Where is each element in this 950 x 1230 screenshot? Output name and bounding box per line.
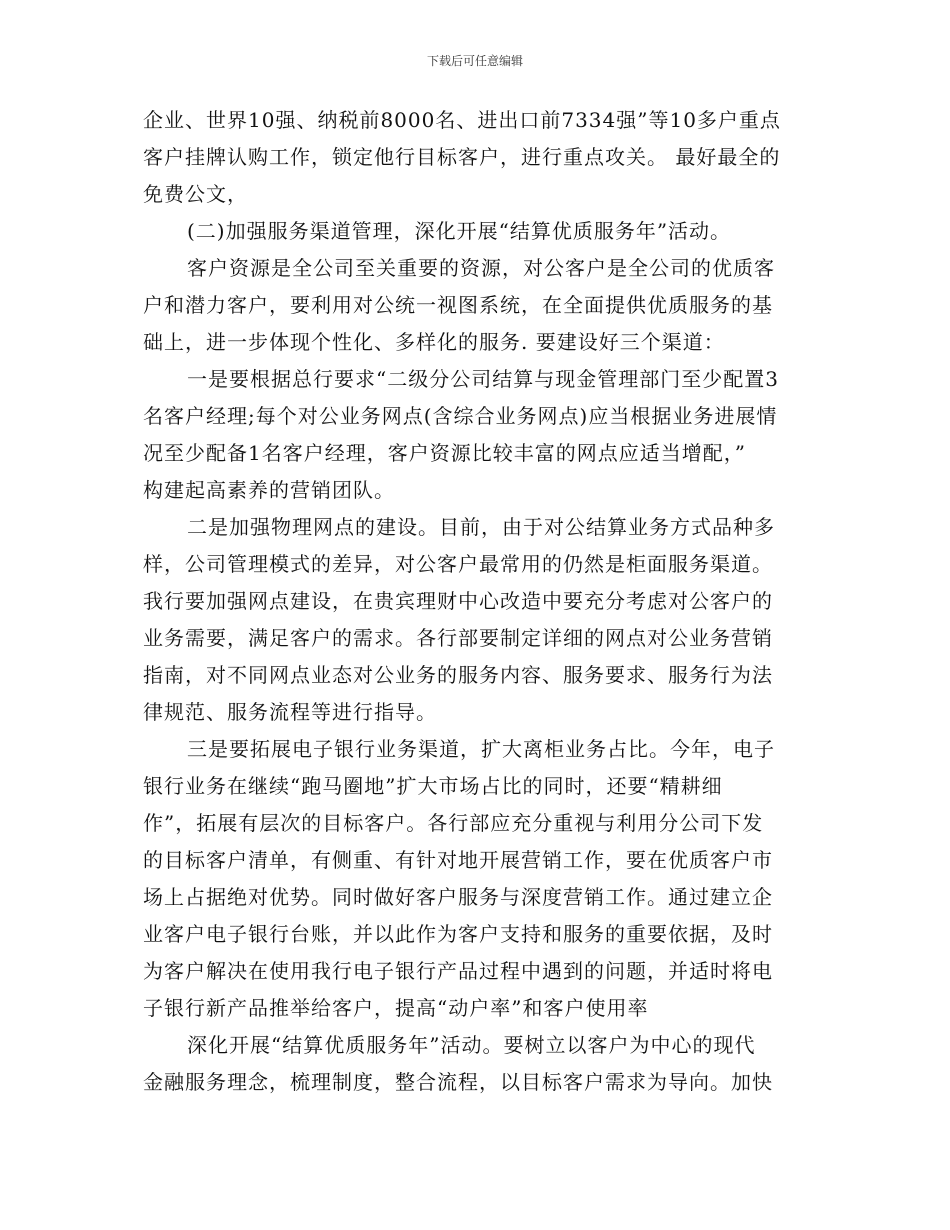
text-line: 样，公司管理模式的差异，对公客户最常用的仍然是柜面服务渠道。 <box>143 552 773 576</box>
text-line: 免费公文， <box>143 182 248 206</box>
text-line: 二是加强物理网点的建设。目前，由于对公结算业务方式品种多 <box>187 515 775 539</box>
text-line: 企业、世界10强、纳税前8000名、进出口前7334强”等10多户重点 <box>143 108 781 132</box>
text-line: 银行业务在继续“跑马圈地”扩大市场占比的同时，还要“精耕细 <box>143 774 723 798</box>
text-line: 作”，拓展有层次的目标客户。各行部应充分重视与利用分公司下发 <box>143 811 764 835</box>
text-line: 三是要拓展电子银行业务渠道，扩大离柜业务占比。今年，电子 <box>187 737 775 761</box>
text-line: 业客户电子银行台账，并以此作为客户支持和服务的重要依据，及时 <box>143 922 773 946</box>
text-line: 一是要根据总行要求“二级分公司结算与现金管理部门至少配置3 <box>187 367 779 391</box>
text-line: 子银行新产品推举给客户，提高“动户率”和客户使用率 <box>143 996 649 1020</box>
page-header: 下载后可任意编辑 <box>426 54 523 68</box>
text-line: 客户挂牌认购工作，锁定他行目标客户，进行重点攻关。 最好最全的 <box>143 145 781 169</box>
text-line: 场上占据绝对优势。同时做好客户服务与深度营销工作。通过建立企 <box>143 885 773 909</box>
text-line: 律规范、服务流程等进行指导。 <box>143 700 437 724</box>
text-line: 构建起高素养的营销团队。 <box>143 478 395 502</box>
text-line: 况至少配备1名客户经理，客户资源比较丰富的网点应适当增配，” <box>143 441 746 465</box>
text-line: 为客户解决在使用我行电子银行产品过程中遇到的问题，并适时将电 <box>143 959 773 983</box>
text-line: 础上，进一步体现个性化、多样化的服务. 要建设好三个渠道： <box>143 330 725 354</box>
text-line: 业务需要，满足客户的需求。各行部要制定详细的网点对公业务营销 <box>143 626 773 650</box>
text-line: 指南，对不同网点业态对公业务的服务内容、服务要求、服务行为法 <box>143 663 773 687</box>
text-line: 我行要加强网点建设，在贵宾理财中心改造中要充分考虑对公客户的 <box>143 589 773 613</box>
text-line: 户和潜力客户，要利用对公统一视图系统，在全面提供优质服务的基 <box>143 293 773 317</box>
text-line: 金融服务理念，梳理制度，整合流程，以目标客户需求为导向。加快 <box>143 1070 773 1094</box>
text-line: (二)加强服务渠道管理，深化开展“结算优质服务年”活动。 <box>187 219 732 243</box>
text-line: 客户资源是全公司至关重要的资源，对公客户是全公司的优质客 <box>187 256 775 280</box>
text-line: 名客户经理;每个对公业务网点(含综合业务网点)应当根据业务进展情 <box>143 404 778 428</box>
text-line: 深化开展“结算优质服务年”活动。要树立以客户为中心的现代 <box>187 1033 756 1057</box>
text-line: 的目标客户清单，有侧重、有针对地开展营销工作，要在优质客户市 <box>143 848 773 872</box>
